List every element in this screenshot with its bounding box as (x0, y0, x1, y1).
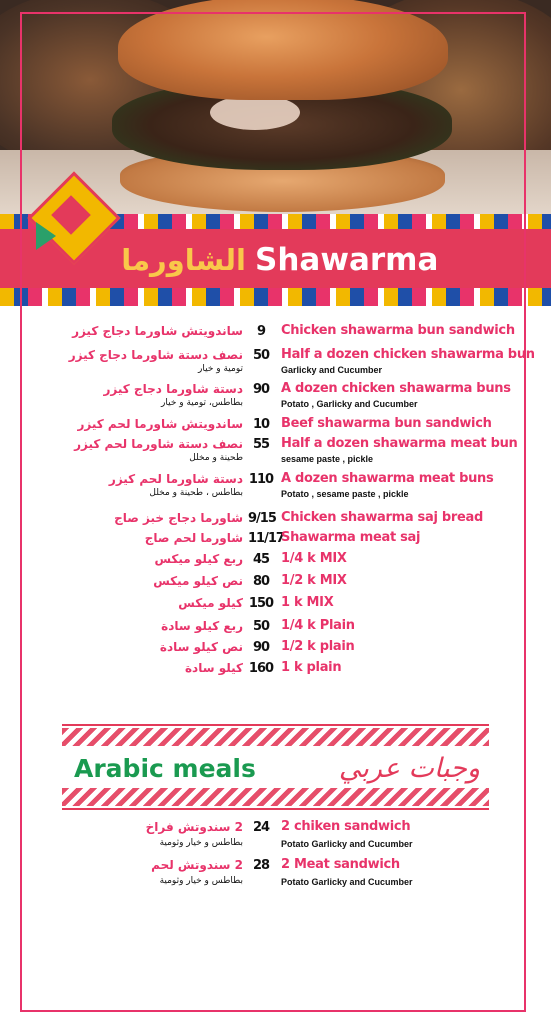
item-name-ar: نص كيلو ميكس (153, 574, 243, 588)
item-name: 1 k MIX (281, 595, 334, 610)
item-name: Shawarma meat saj (281, 530, 421, 545)
item-name: 2 chiken sandwich (281, 819, 411, 834)
item-desc-ar: تومية و خيار (198, 364, 243, 374)
item-name-ar: نصف دستة شاورما دجاج كيزر (68, 348, 243, 362)
item-name-ar: ساندويتش شاورما لحم كيزر (77, 417, 243, 431)
item-name: 1 k plain (281, 660, 342, 675)
item-name-ar: ربع كيلو سادة (161, 619, 243, 633)
item-desc: Potato , sesame paste , pickle (281, 489, 409, 499)
item-desc: Garlicky and Cucumber (281, 365, 383, 375)
item-price: 55 (252, 437, 270, 452)
item-price: 110 (248, 472, 274, 487)
item-price: 150 (248, 596, 274, 611)
item-price: 160 (248, 661, 274, 676)
item-name-ar: 2 سندوتش لحم (151, 858, 243, 872)
item-name-ar: شاورما دجاج خبز صاج (114, 511, 243, 525)
item-name-ar: دستة شاورما دجاج كيزر (103, 382, 243, 396)
item-name-ar: 2 سندوتش فراخ (145, 820, 243, 834)
item-name: Chicken shawarma bun sandwich (281, 323, 515, 338)
item-name: A dozen chicken shawarma buns (281, 381, 511, 396)
item-name: 1/2 k plain (281, 639, 355, 654)
item-desc: sesame paste , pickle (281, 454, 374, 464)
item-name-ar: شاورما لحم صاج (144, 531, 243, 545)
tile-pattern-bottom (0, 288, 551, 306)
item-desc-ar: بطاطس و خيار وثومية (159, 838, 243, 848)
item-price: 11/17 (248, 531, 284, 546)
item-desc-ar: بطاطس و خيار وثومية (159, 876, 243, 886)
section-title: Arabic meals (74, 754, 256, 783)
item-name-ar: نص كيلو سادة (159, 640, 243, 654)
item-name-ar: ساندويتش شاورما دجاج كيزر (72, 324, 243, 338)
item-desc: Potato , Garlicky and Cucumber (281, 399, 418, 409)
item-name-ar: ربع كيلو ميكس (154, 552, 243, 566)
item-name-ar: كيلو ميكس (178, 596, 243, 610)
item-desc: Potato Garlicky and Cucumber (281, 877, 413, 887)
item-name: Half a dozen chicken shawarma bun (281, 347, 535, 362)
item-price: 45 (252, 552, 270, 567)
item-name: Beef shawarma bun sandwich (281, 416, 492, 431)
item-desc: Potato Garlicky and Cucumber (281, 839, 413, 849)
item-name: 1/4 k Plain (281, 618, 355, 633)
section-title-arabic: وجبات عربي (338, 753, 480, 784)
item-price: 28 (252, 858, 270, 873)
pattern-line-top (62, 724, 489, 726)
item-name: 2 Meat sandwich (281, 857, 400, 872)
section-title: Shawarma (255, 242, 439, 278)
pattern-band-top (62, 728, 489, 746)
pattern-line-bottom (62, 808, 489, 810)
item-price: 9 (256, 324, 266, 339)
triangle-ornament (36, 222, 56, 250)
item-name: 1/4 k MIX (281, 551, 347, 566)
item-name: Half a dozen shawarma meat bun (281, 436, 518, 451)
item-price: 50 (252, 348, 270, 363)
item-price: 24 (252, 820, 270, 835)
item-price: 80 (252, 574, 270, 589)
item-desc-ar: طحينة و مخلل (189, 453, 243, 463)
item-price: 90 (252, 640, 270, 655)
pattern-band-bottom (62, 788, 489, 806)
item-price: 9/15 (248, 511, 276, 526)
item-desc-ar: بطاطس ، طحينة و مخلل (149, 488, 243, 498)
item-price: 90 (252, 382, 270, 397)
item-price: 10 (252, 417, 270, 432)
item-name: Chicken shawarma saj bread (281, 510, 483, 525)
item-desc-ar: بطاطس، تومية و خيار (161, 398, 243, 408)
item-name-ar: كيلو سادة (184, 661, 243, 675)
item-name: 1/2 k MIX (281, 573, 347, 588)
item-name: A dozen shawarma meat buns (281, 471, 494, 486)
section-title-arabic: الشاورما (121, 243, 246, 277)
item-price: 50 (252, 619, 270, 634)
item-name-ar: نصف دستة شاورما لحم كيزر (74, 437, 243, 451)
item-name-ar: دستة شاورما لحم كيزر (108, 472, 243, 486)
